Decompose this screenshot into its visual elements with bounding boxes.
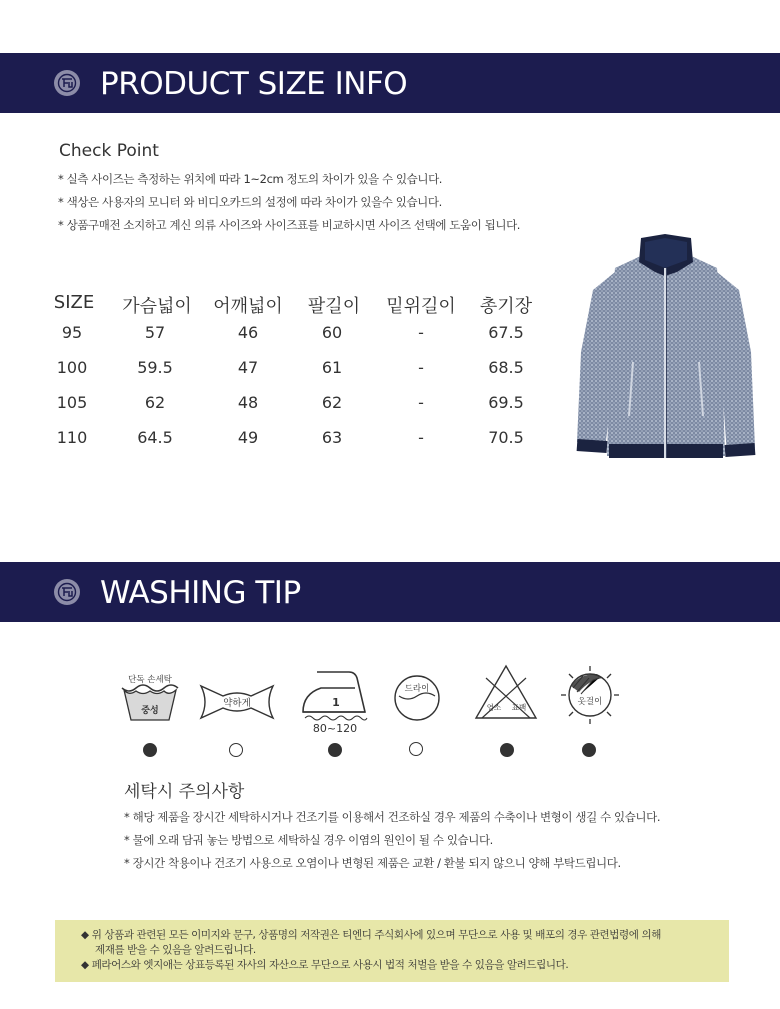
hand-wash-bottom-label: 중성 (141, 706, 159, 716)
iron-level-label: 1 (332, 696, 340, 709)
table-cell: 67.5 (488, 323, 524, 342)
table-cell: 62 (144, 393, 166, 412)
care-dot-filled (582, 743, 596, 757)
notice-text: 페라어스와 엣지애는 상표등록된 자사의 자산으로 무단으로 사용시 법적 처벌을 받을 수 있음을 알려드립니다. (91, 959, 569, 971)
table-cell: 105 (56, 393, 88, 412)
table-cell: - (418, 323, 424, 342)
hang-dry-icon (559, 664, 621, 726)
table-cell: 48 (237, 393, 259, 412)
diamond-bullet-icon: ◆ (81, 929, 89, 941)
diamond-bullet-icon: ◆ (81, 959, 89, 971)
caution-note: * 장시간 착용이나 건조기 사용으로 오염이나 변형된 제품은 교환 / 환불 되지 않으니 양해 부탁드립니다. (124, 856, 621, 870)
table-header: 팔길이 (307, 296, 361, 317)
care-dot-filled (143, 743, 157, 757)
care-dot-empty (409, 742, 423, 756)
iron-temp-label: 80~120 (312, 722, 358, 735)
notice-text: 위 상품과 관련된 모든 이미지와 문구, 상품명의 저작권은 티엔디 주식회사에 있으며 무단으로 사용 및 배포의 경우 관련법령에 의해 (91, 929, 661, 941)
table-cell: 62 (321, 393, 343, 412)
care-dot-filled (500, 743, 514, 757)
table-header: 총기장 (479, 296, 533, 317)
table-cell: 57 (144, 323, 166, 342)
wring-label: 약하게 (223, 698, 251, 709)
table-cell: 63 (321, 428, 343, 447)
care-dot-filled (328, 743, 342, 757)
dry-clean-icon (393, 674, 441, 722)
table-header: SIZE (53, 292, 95, 313)
table-cell: 64.5 (137, 428, 173, 447)
product-jacket-image (575, 232, 757, 466)
no-bleach-icon (474, 664, 538, 720)
hang-label: 옷걸이 (577, 697, 603, 707)
hand-wash-icon (119, 672, 181, 724)
brand-logo-icon (54, 70, 80, 96)
table-cell: 68.5 (488, 358, 524, 377)
hand-wash-top-label: 단독 손세탁 (128, 675, 172, 685)
bleach-label-left: 염소 (486, 703, 502, 712)
banner-title: WASHING TIP (100, 575, 301, 611)
check-note: * 색상은 사용자의 모니터 와 비디오카드의 설정에 따라 차이가 있을수 있습니다. (58, 195, 442, 209)
copyright-notice (55, 920, 729, 982)
brand-logo-icon (54, 579, 80, 605)
table-cell: 46 (237, 323, 259, 342)
table-cell: 100 (56, 358, 88, 377)
table-cell: 60 (321, 323, 343, 342)
notice-line (81, 958, 729, 973)
table-cell: 69.5 (488, 393, 524, 412)
wring-gently-icon (199, 682, 275, 722)
bleach-label-right: 표백 (511, 703, 527, 712)
table-cell: 59.5 (137, 358, 173, 377)
caution-note: * 물에 오래 담궈 놓는 방법으로 세탁하실 경우 이염의 원인이 될 수 있습니다. (124, 833, 493, 847)
washing-tip-banner (0, 562, 780, 622)
banner-title: PRODUCT SIZE INFO (100, 66, 408, 102)
check-note: * 상품구매전 소지하고 계신 의류 사이즈와 사이즈표를 비교하시면 사이즈 선택에 도움이 됩니다. (58, 218, 521, 232)
dry-clean-label: 드라이 (404, 684, 430, 694)
table-header: 어깨넓이 (213, 296, 283, 317)
table-cell: 47 (237, 358, 259, 377)
caution-title: 세탁시 주의사항 (124, 782, 245, 802)
table-cell: 49 (237, 428, 259, 447)
iron-icon (299, 668, 371, 736)
care-dot-empty (229, 743, 243, 757)
table-header: 가슴넓이 (122, 296, 192, 317)
table-cell: - (418, 393, 424, 412)
notice-line: 제재를 받을 수 있음을 알려드립니다. (95, 944, 256, 956)
table-cell: - (418, 428, 424, 447)
check-note: * 실측 사이즈는 측정하는 위치에 따라 1~2cm 정도의 차이가 있을 수 있습니다. (58, 172, 443, 186)
table-cell: 110 (56, 428, 88, 447)
notice-line (81, 928, 729, 943)
size-info-banner (0, 53, 780, 113)
table-cell: 70.5 (488, 428, 524, 447)
caution-note: * 해당 제품을 장시간 세탁하시거나 건조기를 이용해서 건조하실 경우 제품의 수축이나 변형이 생길 수 있습니다. (124, 810, 661, 824)
table-cell: 61 (321, 358, 343, 377)
check-point-title: Check Point (59, 141, 159, 161)
table-cell: - (418, 358, 424, 377)
table-header: 밑위길이 (386, 296, 456, 317)
table-cell: 95 (61, 323, 83, 342)
